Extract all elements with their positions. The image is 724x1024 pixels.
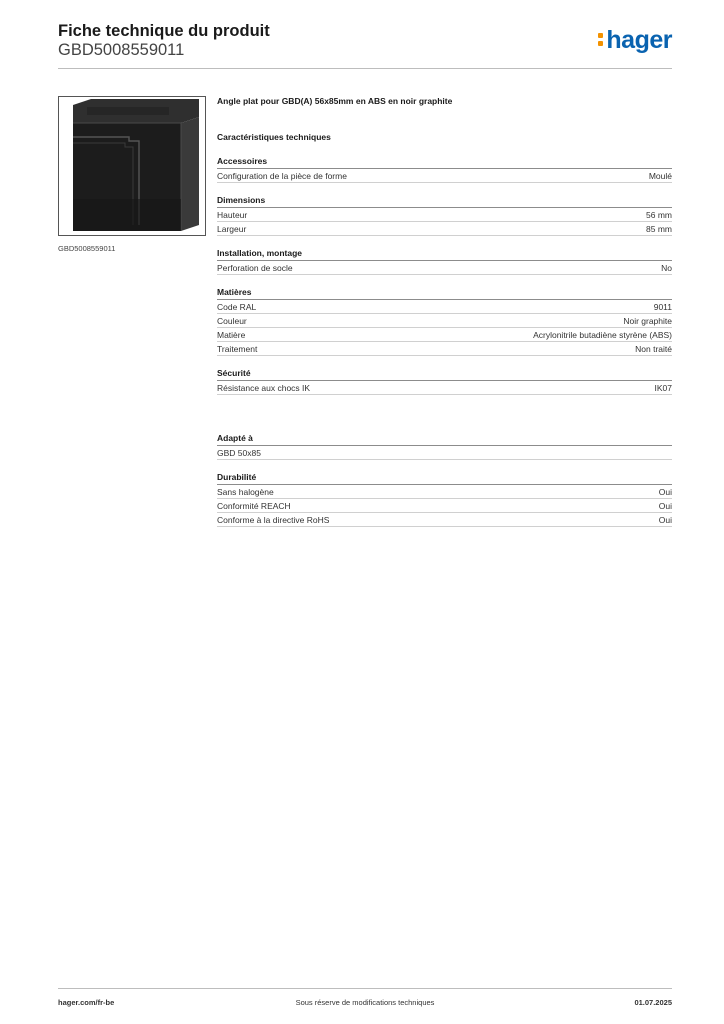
- spec-row: [217, 314, 672, 328]
- spec-row: [217, 342, 672, 356]
- spec-label: Traitement: [217, 344, 258, 354]
- spec-value: 85 mm: [646, 224, 672, 234]
- footer-website-link[interactable]: hager.com/fr-be: [58, 998, 115, 1007]
- logo-text: hager: [606, 26, 672, 54]
- product-reference: GBD5008559011: [58, 41, 185, 59]
- section-title: Accessoires: [217, 156, 672, 169]
- section-matieres: [217, 287, 672, 356]
- product-description: Angle plat pour GBD(A) 56x85mm en ABS en noir graphite: [217, 96, 453, 106]
- spec-value: Oui: [658, 487, 672, 497]
- spec-label: Couleur: [217, 316, 247, 326]
- spec-row: [217, 513, 672, 527]
- section-installation: [217, 248, 672, 275]
- spec-row: [217, 485, 672, 499]
- spec-row: [217, 328, 672, 342]
- section-title: Durabilité: [217, 472, 672, 485]
- spec-label: Conformité REACH: [217, 501, 291, 511]
- spec-label: Largeur: [217, 224, 247, 234]
- hager-logo: [598, 28, 672, 53]
- product-content: [217, 96, 672, 539]
- spec-label: Hauteur: [217, 210, 248, 220]
- logo-dots-icon: [598, 33, 604, 47]
- flat-angle-product-icon: [59, 97, 205, 235]
- spec-value: No: [661, 263, 672, 273]
- spec-row: [217, 222, 672, 236]
- spec-value: Oui: [658, 515, 672, 525]
- spec-row: [217, 446, 672, 460]
- section-title: Adapté à: [217, 433, 672, 446]
- section-adapte: [217, 433, 672, 460]
- spec-value: 9011: [653, 302, 672, 312]
- section-title: Sécurité: [217, 368, 672, 381]
- spec-label: Conforme à la directive RoHS: [217, 515, 330, 525]
- spec-row: [217, 169, 672, 183]
- product-image: [58, 96, 206, 236]
- section-dimensions: [217, 195, 672, 236]
- spec-value: IK07: [654, 383, 672, 393]
- spec-value: 56 mm: [646, 210, 672, 220]
- spec-label: Matière: [217, 330, 246, 340]
- spec-value: Non traité: [635, 344, 672, 354]
- spec-row: [217, 261, 672, 275]
- section-durabilite: [217, 472, 672, 527]
- header-divider: [58, 68, 672, 69]
- spec-value: Noir graphite: [623, 316, 672, 326]
- section-accessoires: [217, 156, 672, 183]
- footer-divider: [58, 988, 672, 989]
- spec-label: Résistance aux chocs IK: [217, 383, 311, 393]
- spec-row: [217, 300, 672, 314]
- section-securite: [217, 368, 672, 395]
- spec-label: Sans halogène: [217, 487, 274, 497]
- page-header: [58, 22, 672, 68]
- document-title: Fiche technique du produit: [58, 22, 270, 40]
- spec-label: GBD 50x85: [217, 448, 261, 458]
- spec-row: [217, 381, 672, 395]
- spec-value: Oui: [658, 501, 672, 511]
- footer-date: 01.07.2025: [634, 998, 672, 1007]
- technical-characteristics-title: Caractéristiques techniques: [217, 132, 331, 142]
- spec-value: Moulé: [648, 171, 672, 181]
- section-title: Matières: [217, 287, 672, 300]
- spec-label: Perforation de socle: [217, 263, 293, 273]
- spec-row: [217, 499, 672, 513]
- section-title: Dimensions: [217, 195, 672, 208]
- spec-value: Acrylonitrile butadiène styrène (ABS): [533, 330, 672, 340]
- spec-label: Code RAL: [217, 302, 257, 312]
- spec-label: Configuration de la pièce de forme: [217, 171, 347, 181]
- footer-disclaimer: Sous réserve de modifications techniques: [295, 998, 435, 1007]
- spec-row: [217, 208, 672, 222]
- section-title: Installation, montage: [217, 248, 672, 261]
- image-caption: GBD5008559011: [58, 244, 116, 253]
